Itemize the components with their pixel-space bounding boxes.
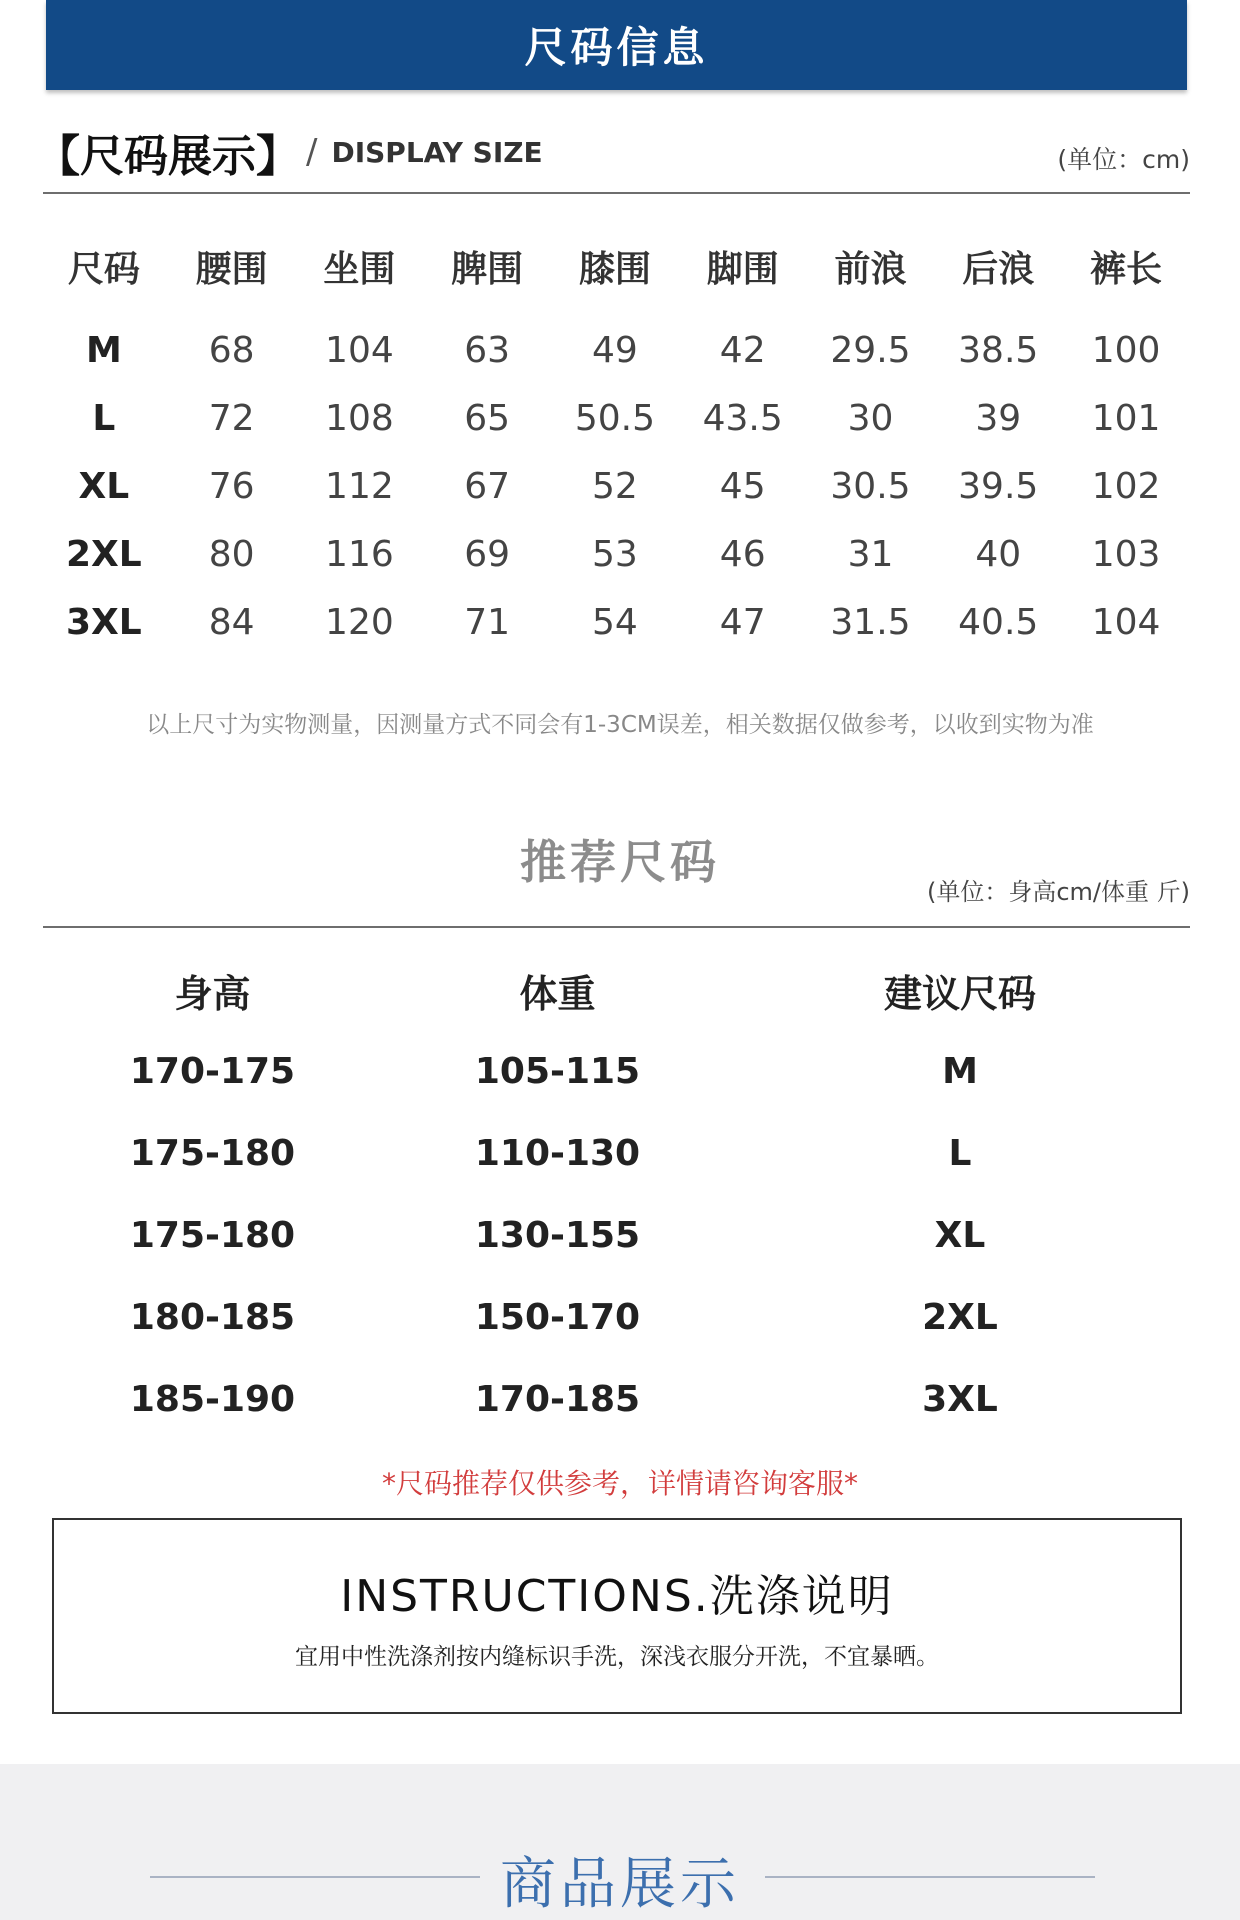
table-cell: 67	[464, 465, 511, 507]
table-cell: 120	[325, 601, 394, 643]
table-cell: 104	[1091, 601, 1161, 643]
recommend-table-header-row	[40, 950, 1190, 1030]
table-cell: 39	[975, 397, 1022, 439]
recommend-unit-label: (单位：身高cm/体重 斤)	[926, 878, 1190, 906]
column-header: 腰围	[195, 248, 268, 290]
table-cell: 30.5	[830, 465, 911, 507]
size-label: XL	[78, 465, 130, 507]
recommend-size-table	[40, 950, 1190, 1440]
table-cell: 42	[719, 329, 766, 371]
height-cell: 175-180	[129, 1132, 296, 1174]
table-cell: 103	[1091, 533, 1161, 575]
table-cell: 100	[1091, 329, 1161, 371]
table-cell: 52	[592, 465, 638, 507]
column-header: 后浪	[962, 248, 1035, 290]
table-cell: 31	[847, 533, 894, 575]
instructions-text: 宜用中性洗涤剂按内缝标识手洗，深浅衣服分开洗，不宜暴晒。	[295, 1644, 939, 1670]
table-cell: 40	[975, 533, 1022, 575]
size-label: L	[92, 397, 116, 439]
instructions-title: INSTRUCTIONS.洗涤说明	[340, 1571, 894, 1622]
suggested-size-cell: 3XL	[922, 1378, 998, 1420]
size-info-banner	[46, 0, 1187, 90]
column-header: 裤长	[1090, 248, 1163, 290]
table-cell: 84	[208, 601, 255, 643]
weight-cell: 110-130	[474, 1132, 641, 1174]
size-label: 3XL	[66, 601, 142, 643]
weight-cell: 150-170	[474, 1296, 641, 1338]
table-cell: 39.5	[958, 465, 1039, 507]
table-row	[40, 384, 1190, 452]
table-cell: 47	[719, 601, 766, 643]
suggested-size-cell: M	[942, 1050, 978, 1092]
column-header: 建议尺码	[883, 971, 1036, 1016]
table-cell: 29.5	[830, 329, 911, 371]
table-cell: 63	[464, 329, 511, 371]
column-header: 前浪	[834, 248, 907, 290]
size-table-header-row	[40, 232, 1190, 300]
table-cell: 102	[1091, 465, 1161, 507]
measurement-note: 以上尺寸为实物测量，因测量方式不同会有1-3CM误差，相关数据仅做参考，以收到实物为准	[146, 712, 1094, 738]
suggested-size-cell: 2XL	[922, 1296, 998, 1338]
height-cell: 175-180	[129, 1214, 296, 1256]
display-size-header	[36, 122, 1190, 182]
instructions-box	[52, 1518, 1182, 1714]
display-size-title-en: DISPLAY SIZE	[331, 135, 543, 169]
table-row	[40, 1030, 1190, 1112]
recommend-disclaimer: *尺码推荐仅供参考，详情请咨询客服*	[381, 1467, 858, 1500]
suggested-size-cell: L	[948, 1132, 972, 1174]
table-cell: 38.5	[958, 329, 1039, 371]
divider	[43, 192, 1190, 194]
product-display-title: 商品展示	[500, 1852, 740, 1917]
column-header: 脾围	[451, 248, 524, 290]
table-cell: 72	[208, 397, 255, 439]
table-row	[40, 1358, 1190, 1440]
table-row	[40, 1194, 1190, 1276]
suggested-size-cell: XL	[934, 1214, 986, 1256]
column-header: 膝围	[578, 248, 651, 290]
product-display-section	[0, 1764, 1240, 1920]
divider	[43, 926, 1190, 928]
table-cell: 30	[847, 397, 894, 439]
size-chart-table	[40, 232, 1190, 656]
table-cell: 80	[208, 533, 255, 575]
height-cell: 185-190	[129, 1378, 296, 1420]
table-cell: 76	[208, 465, 255, 507]
weight-cell: 105-115	[474, 1050, 641, 1092]
table-cell: 108	[325, 397, 394, 439]
table-cell: 104	[325, 329, 394, 371]
recommend-size-title: 推荐尺码	[520, 835, 720, 889]
table-cell: 46	[719, 533, 766, 575]
table-cell: 112	[325, 465, 394, 507]
table-cell: 101	[1091, 397, 1161, 439]
table-row	[40, 520, 1190, 588]
table-cell: 49	[592, 329, 638, 371]
table-cell: 53	[592, 533, 638, 575]
title-slash: /	[306, 132, 318, 172]
table-cell: 43.5	[702, 397, 783, 439]
table-cell: 45	[719, 465, 766, 507]
height-cell: 170-175	[129, 1050, 296, 1092]
table-cell: 54	[592, 601, 638, 643]
weight-cell: 130-155	[474, 1214, 641, 1256]
display-size-title-cn: 【尺码展示】	[36, 131, 300, 182]
size-label: 2XL	[66, 533, 142, 575]
table-row	[40, 452, 1190, 520]
weight-cell: 170-185	[474, 1378, 641, 1420]
height-cell: 180-185	[129, 1296, 296, 1338]
banner-title: 尺码信息	[524, 23, 709, 72]
column-header: 身高	[174, 971, 251, 1016]
column-header: 脚围	[706, 248, 779, 290]
column-header: 尺码	[67, 248, 140, 290]
table-row	[40, 588, 1190, 656]
table-row	[40, 1276, 1190, 1358]
table-cell: 50.5	[574, 397, 656, 439]
column-header: 坐围	[323, 248, 396, 290]
column-header: 体重	[519, 971, 596, 1016]
size-label: M	[85, 329, 122, 371]
table-cell: 71	[464, 601, 511, 643]
table-cell: 69	[464, 533, 511, 575]
table-cell: 116	[325, 533, 394, 575]
size-unit-label: (单位：cm)	[1057, 145, 1190, 174]
table-cell: 65	[464, 397, 511, 439]
table-cell: 31.5	[830, 601, 911, 643]
table-row	[40, 316, 1190, 384]
table-cell: 40.5	[958, 601, 1039, 643]
table-row	[40, 1112, 1190, 1194]
table-cell: 68	[208, 329, 255, 371]
